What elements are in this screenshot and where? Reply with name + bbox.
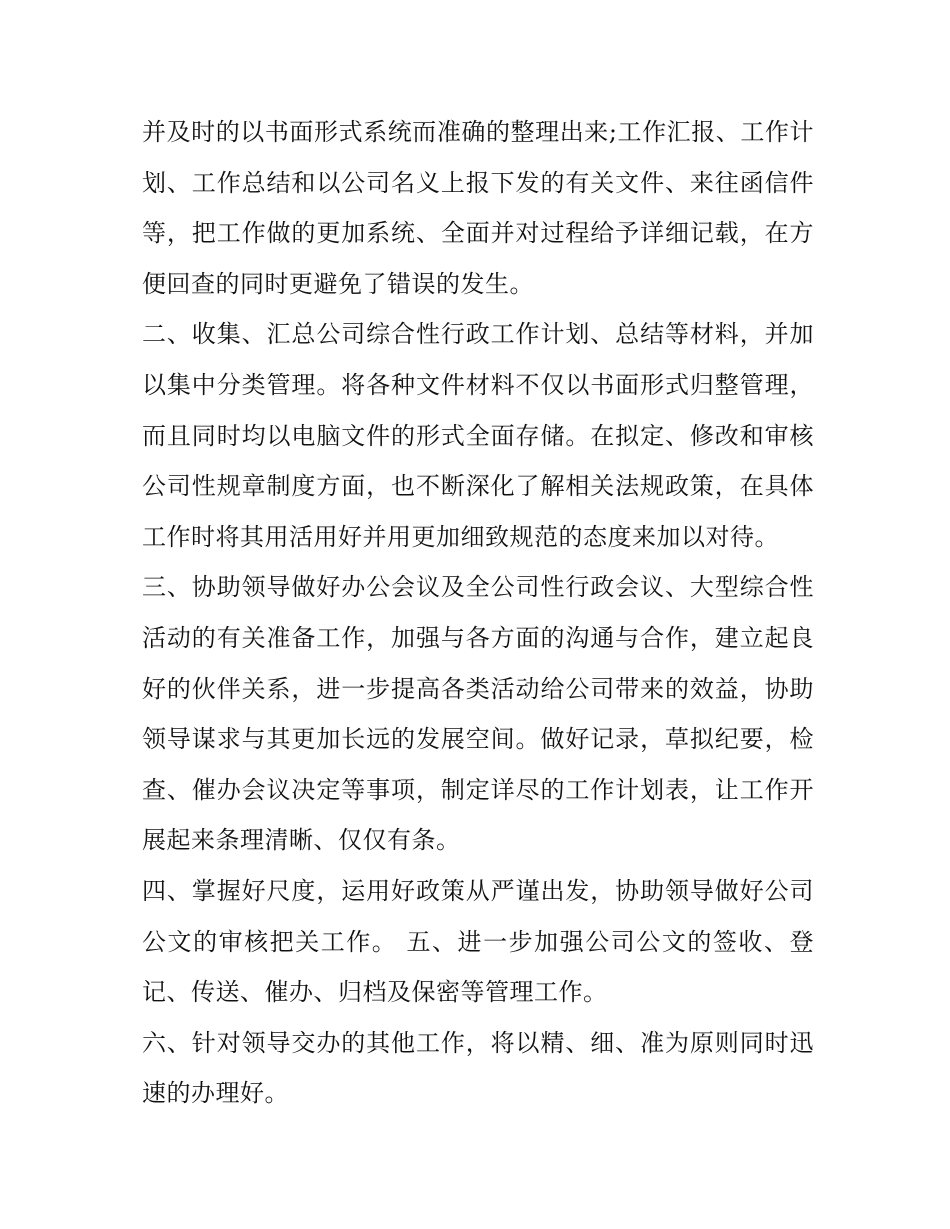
paragraph-item-6: 六、针对领导交办的其他工作，将以精、细、准为原则同时迅速的办理好。: [142, 1028, 814, 1108]
paragraph-item-2: 二、收集、汇总公司综合性行政工作计划、总结等材料，并加以集中分类管理。将各种文件材料不仅以书面形式归整管理，而且同时均以电脑文件的形式全面存储。在拟定、修改和审核公司性规章制度方面，也不断深化了解相关法规政策，在具体工作时将其用活用好并用更加细致规范的态度来加以对待。: [142, 320, 814, 551]
paragraph-continuation: 并及时的以书面形式系统而准确的整理出来;工作汇报、工作计划、工作总结和以公司名义上报下发的有关文件、来往函信件等，把工作做的更加系统、全面并对过程给予详细记载，在方便回查的同时更避免了错误的发生。: [142, 118, 814, 298]
paragraph-item-3: 三、协助领导做好办公会议及全公司性行政会议、大型综合性活动的有关准备工作，加强与各方面的沟通与合作，建立起良好的伙伴关系，进一步提高各类活动给公司带来的效益，协助领导谋求与其更加长远的发展空间。做好记录，草拟纪要，检查、催办会议决定等事项，制定详尽的工作计划表，让工作开展起来条理清晰、仅仅有条。: [142, 573, 814, 855]
document-body: [142, 107, 814, 1119]
paragraph-item-4-5: 四、掌握好尺度，运用好政策从严谨出发，协助领导做好公司公文的审核把关工作。 五、进一步加强公司公文的签收、登记、传送、催办、归档及保密等管理工作。: [142, 876, 814, 1007]
